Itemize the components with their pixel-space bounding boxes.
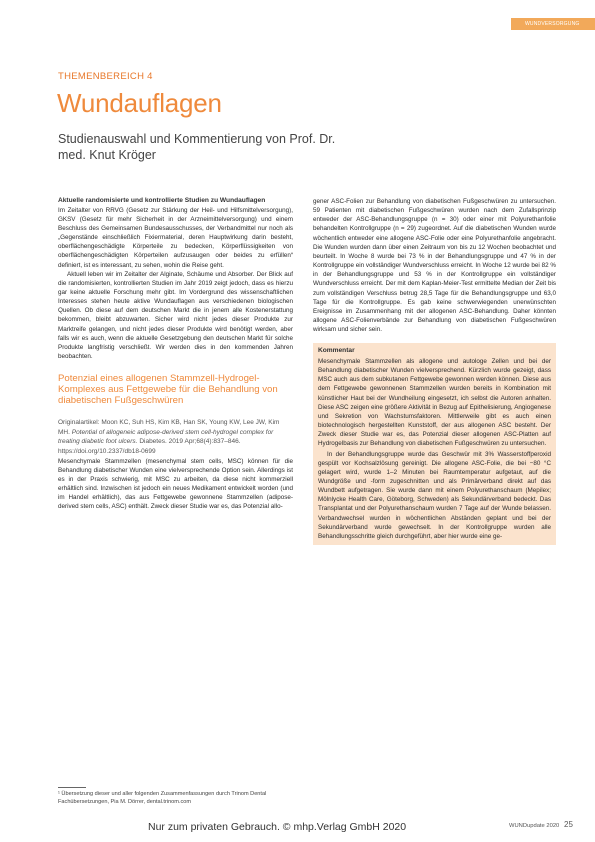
section-label: THEMENBEREICH 4: [58, 71, 153, 82]
kommentar-paragraph-2: In der Behandlungsgruppe wurde das Geschwür mit 3% Wasserstoffperoxid gespült vor Kochsalzlösung gereinigt. Die allogene ASC-Folie, die bei −80 °C gelagert wird, wurde 1–2 Minuten bei Raumtemperatur aufgetaut, auf die Wundgröße und -form zugeschnitten und als Primärverband direkt auf das Wundbett aufgetragen. Sie wurde dann mit einem Polyurethanschaum (Mepilex; Mölnlycke Health Care, Göteborg, Schweden) als Sekundärverband bedeckt. Das Transplantat und der Polyurethanschaum wurden 7 Tage auf der Wunde belassen. Verbandwechsel wurden in wöchentlichen Abständen geplant und bei der Sekundärverband wurde gewechselt. In der Kontrollgruppe wurden alle Behandlungsschritte gleich durchgeführt, aber hier wurde eine ge-: [318, 450, 551, 540]
citation-journal: Diabetes. 2019 Apr;68(4):837–846. https://doi.org/10.2337/db18-0699: [58, 438, 241, 456]
footnote-divider: [58, 787, 86, 788]
page-number: 25: [564, 820, 573, 829]
abstract-continuation: gener ASC-Folien zur Behandlung von diabetischen Fußgeschwüren zu untersuchen. 59 Patienten mit diabetischen Fußgeschwüren wurden nach dem Zufallsprinzip entweder der ASC-Behandlungsgruppe (n = 30) oder einer mit Polyurethanfolie behandelten Kontrollgruppe (n = 29) zugeordnet. Auf die diabetischen Wunden wurde wöchentlich entweder eine allogene ASC-Folie oder eine Polyurethanfolie angebracht. Die Wunden wurden dann über einen Zeitraum von bis zu 12 Wochen beobachtet und beurteilt. In Woche 8 wurde bei 73 % in der Behandlungsgruppe und 47 % in der Kontrollgruppe ein vollständiger Wundverschluss erreicht. In Woche 12 wurde bei 82 % in der Behandlungsgruppe und 53 % in der Kontrollgruppe ein vollständiger Wundverschluss erreicht. Der mit dem Kaplan-Meier-Test ermittelte Median der Zeit bis zum vollständigen Verschluss betrug 28,5 Tage für die Behandlungsgruppe und 63,0 Tage für die Kontrollgruppe. Es gab keine schwerwiegenden unerwünschten Ereignisse im Zusammenhang mit der allogenen ASC-Behandlung. Daher könnten allogene ASC-Folienverbände zur Behandlung von diabetischen Fußgeschwüren wirksam und sicher sein.: [313, 198, 556, 334]
footnote: ¹ Übersetzung dieser und aller folgenden Zusammenfassungen durch Trinom Dental Fachübersetzungen, Pia M. Dörrer, dental.trinom.com: [58, 791, 267, 805]
right-column: [313, 197, 556, 545]
section-tab: WUNDVERSORGUNG: [511, 18, 595, 30]
kommentar-box: [313, 343, 556, 545]
citation-authors: Originalartikel: Moon KC, Suh HS, Kim KB, Han SK, Young KW, Lee JW, Kim MH.: [58, 419, 280, 436]
abstract-paragraph: Mesenchymale Stammzellen (mesenchymal stem cells, MSC) können für die Behandlung diabetischer Wunden eine vielversprechende Option sein. Allerdings ist es in der Praxis schwierig, mit MSC zu arbeiten, da diese nicht kommerziell erhältlich sind. Inzwischen ist jedoch ein neues Medikament entwickelt worden (und im Handel erhältlich), das aus Fettgewebe gewonnene Stammzellen (adipose-derived stem cells, ASC) enthält. Zweck dieser Studie war es, das Potenzial allo-: [58, 457, 293, 511]
left-column: [58, 197, 293, 512]
intro-paragraph-1: Im Zeitalter von RRVG (Gesetz zur Stärkung der Heil- und Hilfsmittelversorgung), GKSV (Gesetz für mehr Sicherheit in der Arzneimittelversorgung) und einem Beschluss des Gemeinsamen Bundesausschusses, der Verbandmittel nur noch als „Gegenstände einschließlich Fixiermaterial, deren Hauptwirkung darin besteht, oberflächengeschädigte Körperteile zu bedecken, Körperflüssigkeiten von oberflächengeschädigten Körperteilen aufzusaugen oder beides zu erfüllen“ definiert, ist es interessant, zu sehen, wohin die Reise geht.: [58, 206, 293, 269]
study-heading: Potenzial eines allogenen Stammzell-Hydrogel-Komplexes aus Fettgewebe für die Behandlung von diabetischen Fußgeschwüren: [58, 373, 278, 407]
copyright-notice: Nur zum privaten Gebrauch. © mhp.Verlag GmbH 2020: [148, 821, 407, 833]
page-title: Wundauflagen: [57, 88, 222, 118]
citation: [58, 418, 293, 456]
citation-title: Potential of allogeneic adipose-derived stem cell-hydrogel complex for treating diabetic foot ulcers.: [58, 428, 274, 446]
kommentar-heading: Kommentar: [318, 347, 355, 355]
intro-heading: Aktuelle randomisierte und kontrollierte Studien zu Wundauflagen: [58, 197, 266, 204]
page-subtitle: Studienauswahl und Kommentierung von Prof. Dr. med. Knut Kröger: [58, 132, 336, 162]
kommentar-paragraph-1: Mesenchymale Stammzellen als allogene und autologe Zellen und bei der Behandlung diabetischer Wunden vielversprechend. Kürzlich wurde gezeigt, dass MSC auch aus dem subkutanen Fettgewebe gewonnen werden können. Diese aus dem Fettgewebe gewonnenen Stammzellen wurden bereits in Kombination mit künstlicher Haut bei der Wundheilung eingesetzt, ich selbst die Autoren anhalten. Diese ASC zeigen eine größere Aktivität in Bezug auf Epithelisierung, Angiogenese und Sekretion von Wachstumsfaktoren. Mittlerweile gibt es auch einen biotechnologisch hergestellten Kunststoff, der aus allogenen ASC besteht. Der Zweck dieser Studie war es, das Potenzial dieser allogenen ASC-Platten auf Hydrogelbasis zur Behandlung von diabetischen Fußgeschwüren zu untersuchen.: [318, 357, 551, 448]
intro-paragraph-2: Aktuell leben wir im Zeitalter der Alginate, Schäume und Absorber. Der Blick auf die randomisierten, kontrollierten Studien im Jahr 2019 zeigt jedoch, dass es hierzu gar keine aktuelle Forschung mehr gibt. Im Vordergrund des wissenschaftlichen Interesses stehen heute aktive Wundauflagen aus verschiedenen biologischen Quellen. Ob diese auf dem deutschen Markt die in jenem alle Kostenerstattung bekommen, bleibt abzuwarten. Sicher wird nicht jedes dieser Produkte zur Marktreife gelangen, und nicht jedes dieser Produkte wird benötigt werden, aber falls wir es auch, wenn die aktuelle Gesetzgebung den deutschen Markt für solche Produkte langfristig verschließt. Wir werden dies in den kommenden Jahren beobachten.: [58, 270, 293, 361]
journal-name: WUNDupdate 2020: [509, 823, 560, 829]
